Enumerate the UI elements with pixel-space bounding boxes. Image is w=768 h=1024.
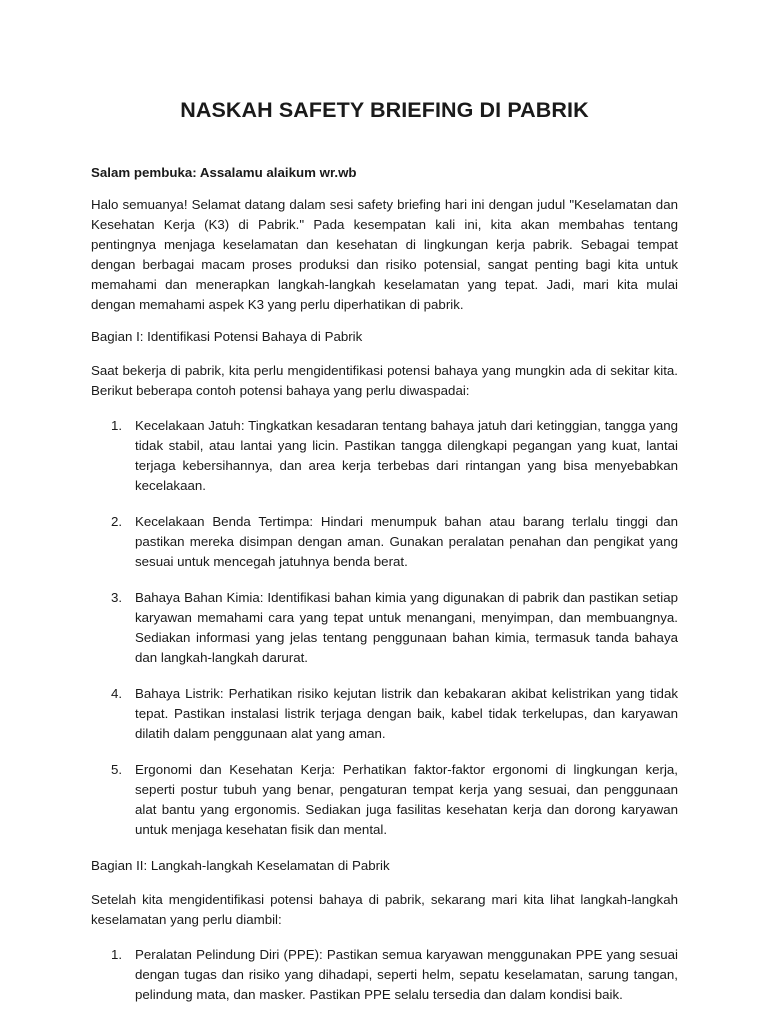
section-2-intro: Setelah kita mengidentifikasi potensi bahaya di pabrik, sekarang mari kita lihat langkah-langkah keselamatan yang perlu diambil: (91, 892, 678, 927)
safety-steps-list (91, 945, 678, 1005)
section-2-heading: Bagian II: Langkah-langkah Keselamatan di Pabrik (91, 858, 390, 873)
section-1-intro: Saat bekerja di pabrik, kita perlu mengidentifikasi potensi bahaya yang mungkin ada di sekitar kita. Berikut beberapa contoh potensi bahaya yang perlu diwaspadai: (91, 363, 678, 398)
list-item-number: 1. (111, 418, 123, 433)
list-item (91, 760, 678, 840)
list-item-text: Bahaya Listrik: Perhatikan risiko kejutan listrik dan kebakaran akibat kelistrikan yang tidak tepat. Pastikan instalasi listrik terjaga dengan baik, kabel tidak terkelupas, dan karyawan dilatih dalam penggunaan alat yang aman. (135, 686, 678, 741)
list-item-number: 5. (111, 762, 123, 777)
document-title: NASKAH SAFETY BRIEFING DI PABRIK (180, 98, 589, 122)
document-content (91, 94, 678, 1005)
list-item-text: Bahaya Bahan Kimia: Identifikasi bahan kimia yang digunakan di pabrik dan pastikan setiap karyawan memahami cara yang tepat untuk menangani, menyimpan, dan membuangnya. Sediakan informasi yang jelas tentang penggunaan bahan kimia, termasuk tanda bahaya dan langkah-langkah darurat. (135, 590, 678, 665)
list-item-number: 4. (111, 686, 123, 701)
list-item-number: 1. (111, 947, 123, 962)
greeting-line: Salam pembuka: Assalamu alaikum wr.wb (91, 165, 357, 180)
list-item (91, 588, 678, 668)
list-item-text: Kecelakaan Benda Tertimpa: Hindari menumpuk bahan atau barang terlalu tinggi dan pastikan mereka disimpan dengan aman. Gunakan peralatan penahan dan pengikat yang sesuai untuk mencegah jatuhnya benda berat. (135, 514, 678, 569)
list-item-text: Ergonomi dan Kesehatan Kerja: Perhatikan faktor-faktor ergonomi di lingkungan kerja, seperti postur tubuh yang benar, pengaturan tempat kerja yang sesuai, dan penggunaan alat bantu yang ergonomis. Sediakan juga fasilitas kesehatan kerja dan dorong karyawan untuk menjaga kesehatan fisik dan mental. (135, 762, 678, 837)
list-item (91, 512, 678, 572)
list-item-number: 3. (111, 590, 123, 605)
list-item (91, 945, 678, 1005)
hazard-list (91, 416, 678, 840)
list-item-text: Peralatan Pelindung Diri (PPE): Pastikan semua karyawan menggunakan PPE yang sesuai dengan tugas dan risiko yang dihadapi, seperti helm, sepatu keselamatan, sarung tangan, pelindung mata, dan masker. Pastikan PPE selalu tersedia dan dalam kondisi baik. (135, 947, 678, 1002)
list-item-text: Kecelakaan Jatuh: Tingkatkan kesadaran tentang bahaya jatuh dari ketinggian, tangga yang tidak stabil, atau lantai yang licin. Pastikan tangga dilengkapi pegangan yang kuat, lantai terjaga kebersihannya, dan area kerja terbebas dari rintangan yang bisa menyebabkan kecelakaan. (135, 418, 678, 493)
section-1-heading: Bagian I: Identifikasi Potensi Bahaya di Pabrik (91, 329, 363, 344)
list-item (91, 416, 678, 496)
intro-paragraph: Halo semuanya! Selamat datang dalam sesi safety briefing hari ini dengan judul "Keselamatan dan Kesehatan Kerja (K3) di Pabrik." Pada kesempatan kali ini, kita akan membahas tentang pentingnya menjaga keselamatan dan kesehatan di lingkungan kerja pabrik. Sebagai tempat dengan berbagai macam proses produksi dan risiko potensial, sangat penting bagi kita untuk memahami dan menerapkan langkah-langkah keselamatan yang tepat. Jadi, mari kita mulai dengan memahami aspek K3 yang perlu diperhatikan di pabrik. (91, 197, 678, 312)
list-item-number: 2. (111, 514, 123, 529)
list-item (91, 684, 678, 744)
